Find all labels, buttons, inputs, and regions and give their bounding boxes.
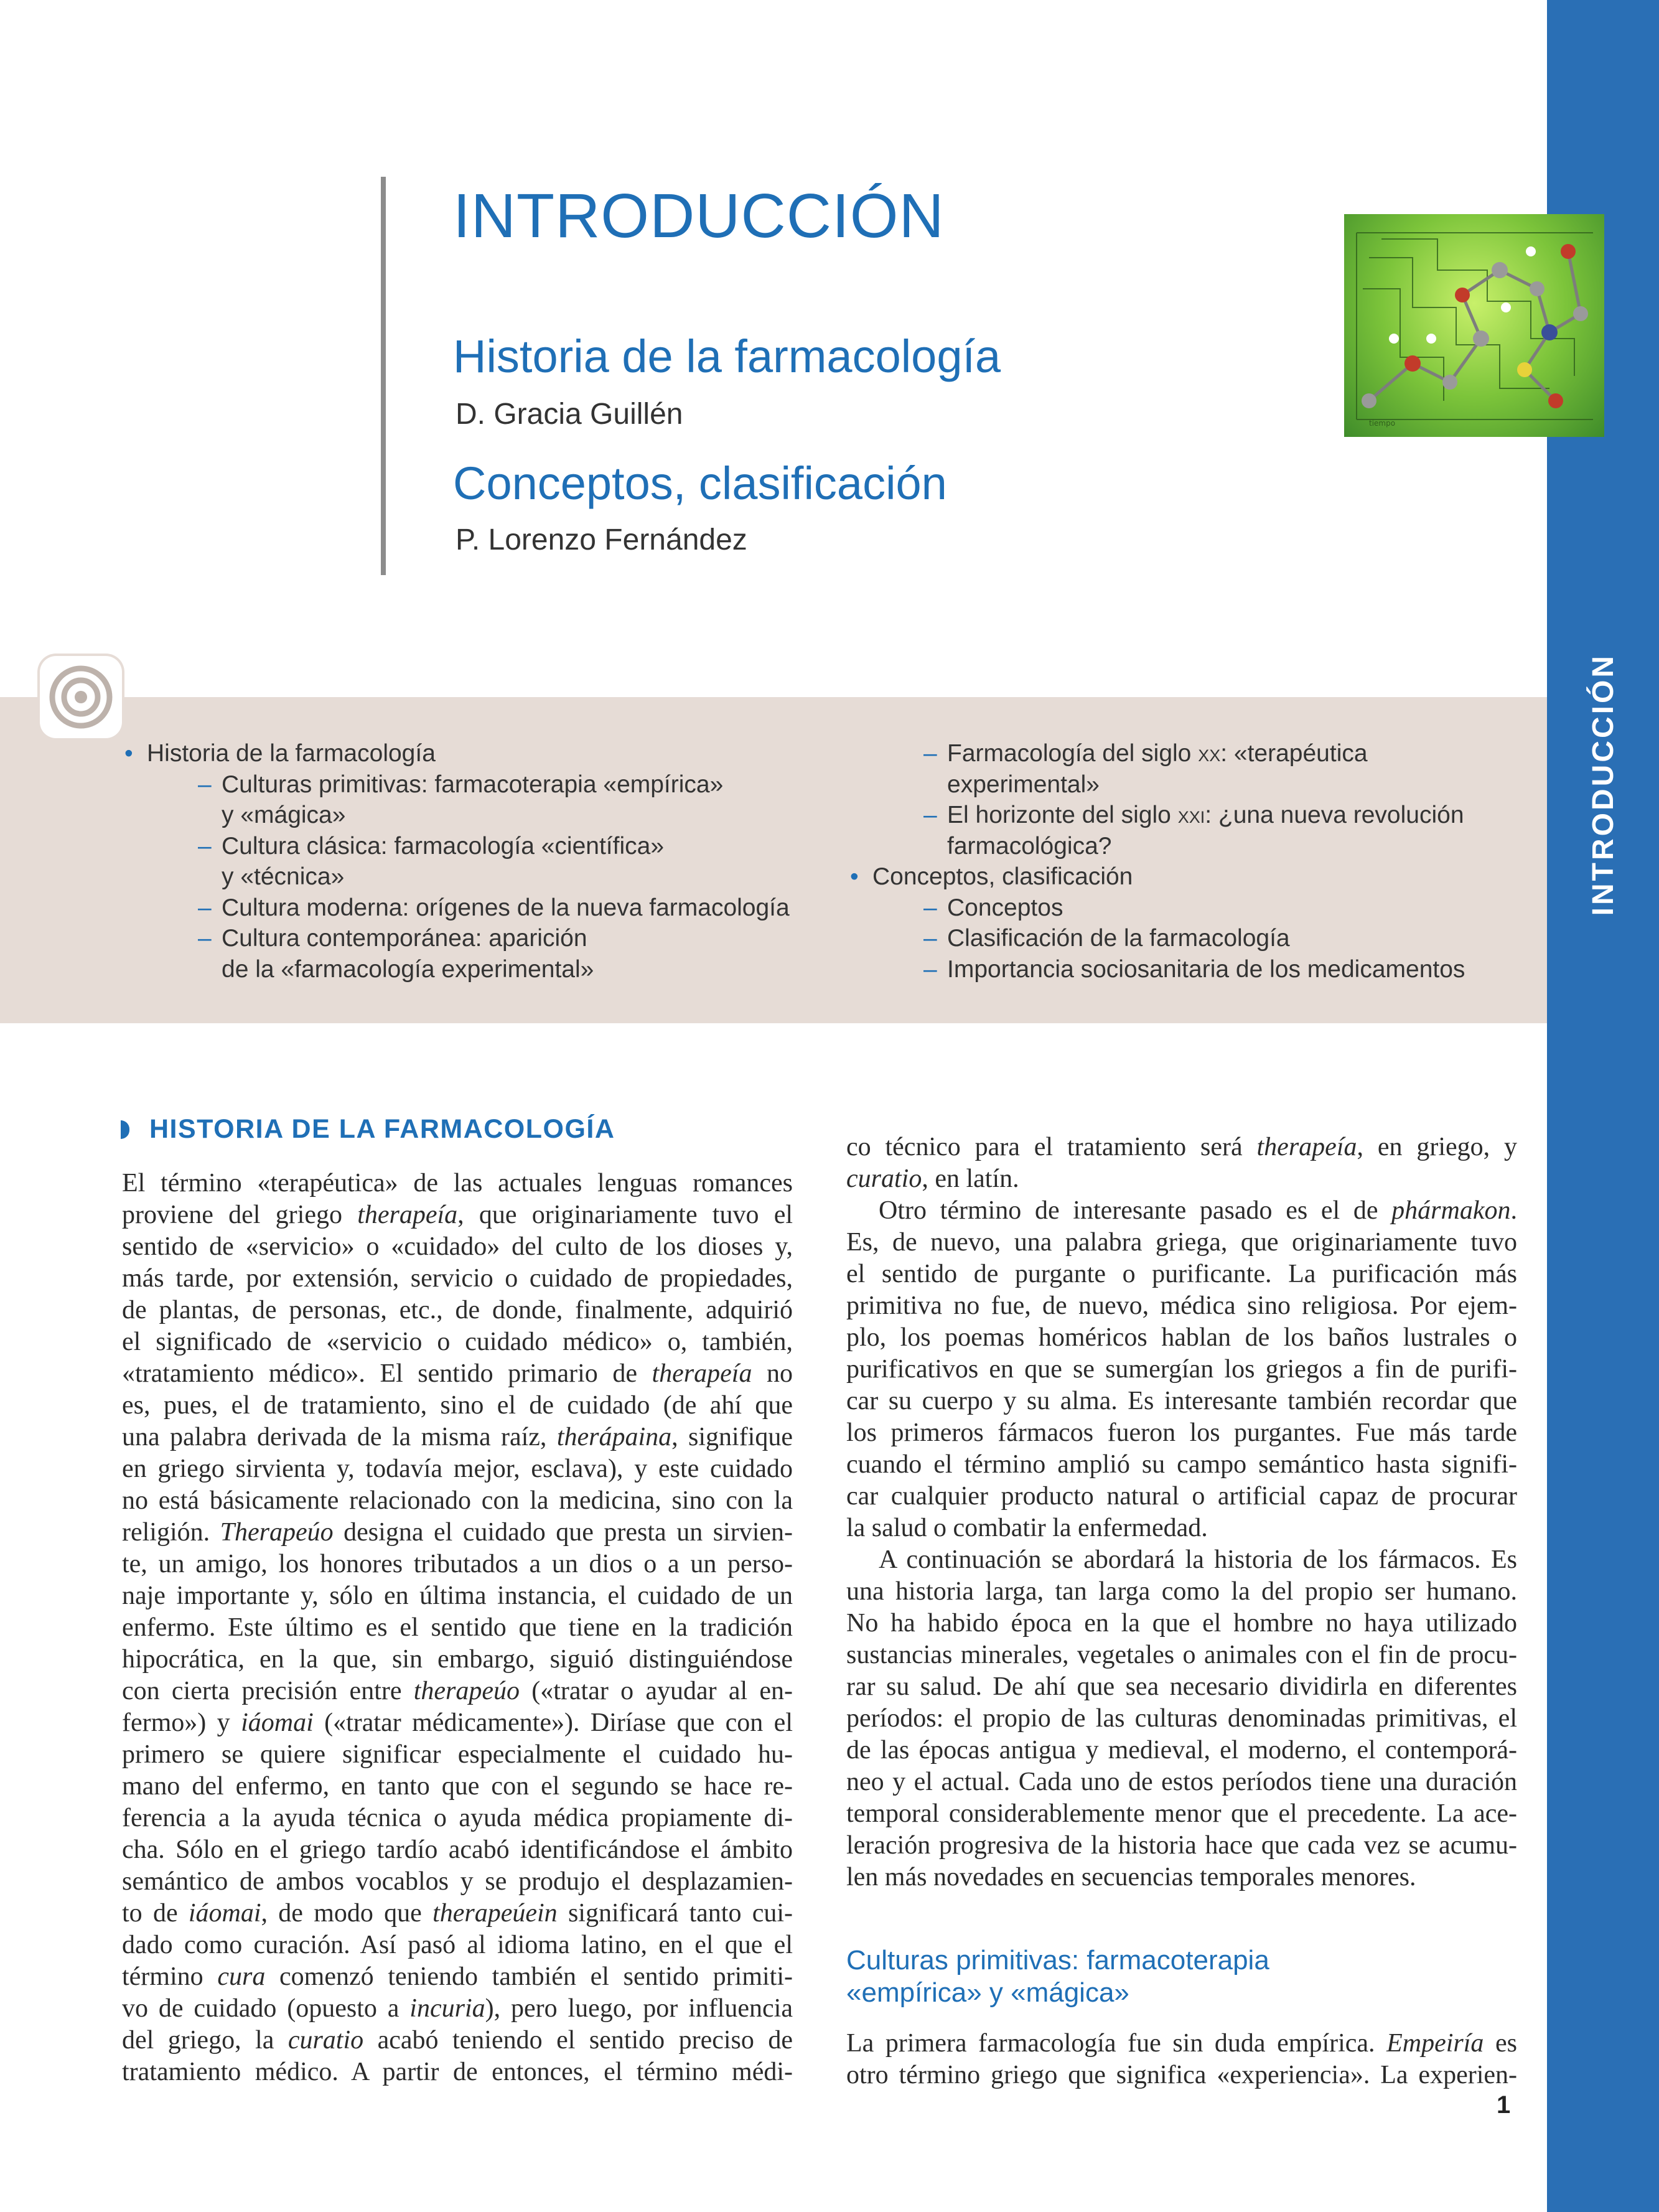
text-line: sustancias minerales, vegetales o animales con el fin de procu- <box>846 1641 1517 1669</box>
text-line: de las épocas antigua y medieval, el moderno, el contemporá- <box>846 1736 1517 1764</box>
text-line: curatio, en latín. <box>846 1165 1019 1193</box>
author-concepts: P. Lorenzo Fernández <box>456 523 747 556</box>
text-line: La primera farmacología fue sin duda empírica. Empeiría es <box>846 2029 1517 2058</box>
section-marker-icon <box>121 1120 129 1139</box>
text-line: no está básicamente relacionado con la medicina, sino con la <box>122 1486 793 1515</box>
page-number: 1 <box>1497 2091 1511 2119</box>
section-title-concepts: Conceptos, clasificación <box>453 457 947 509</box>
text-line: mano del enfermo, en tanto que con el segundo se hace re- <box>122 1772 793 1801</box>
body-left-column <box>122 1168 793 2088</box>
outline-subtopic: – Farmacología del siglo xx: «terapéutica <box>850 738 1465 769</box>
text-line: primero se quiere significar especialmente el cuidado hu- <box>122 1740 793 1769</box>
outline-topic: • Historia de la farmacología <box>124 738 790 769</box>
text-line: leración progresiva de la historia hace que cada vez se acumu- <box>846 1831 1517 1860</box>
text-line: cuando el término amplió su campo semántico hasta signifi- <box>846 1450 1517 1479</box>
outline-subtopic: experimental» <box>947 771 1100 798</box>
body-right-column-continued <box>846 2028 1517 2091</box>
outline-subtopic: y «técnica» <box>222 863 345 890</box>
dash-icon: – <box>923 802 937 828</box>
text-line: plo, los poemas homéricos hablan de los baños lustrales o <box>846 1323 1517 1352</box>
outline-left-column <box>124 738 790 985</box>
text-line: fermo») y iáomai («tratar médicamente»). Diríase que con el <box>122 1708 793 1737</box>
outline-subtopic: – Cultura clásica: farmacología «científica» <box>124 831 790 862</box>
outline-subtopic: de la «farmacología experimental» <box>222 955 594 983</box>
text-line: los primeros fármacos fueron los purgantes. Fue más tarde <box>846 1418 1517 1447</box>
text-line: el sentido de purgante o purificante. La purificación más <box>846 1260 1517 1288</box>
outline-subtopic: y «mágica» <box>222 802 346 828</box>
text-line: períodos: el propio de las culturas denominadas primitivas, el <box>846 1704 1517 1733</box>
outline-subtopic: – Importancia sociosanitaria de los medicamentos <box>850 954 1465 985</box>
subsection-heading: Culturas primitivas: farmacoterapia «empírica» y «mágica» <box>846 1945 1269 2008</box>
text-line: te, un amigo, los honores tributados a un dios o a un perso- <box>122 1550 793 1578</box>
outline-right-column <box>850 738 1465 985</box>
outline-topic: • Conceptos, clasificación <box>850 861 1465 893</box>
author-history: D. Gracia Guillén <box>456 398 683 431</box>
chart-axis-label: tiempo <box>1369 419 1396 428</box>
molecule-chart-image <box>1344 214 1604 437</box>
text-line: temporal considerablemente menor que el precedente. La ace- <box>846 1799 1517 1828</box>
text-line: el significado de «servicio o cuidado médico» o, también, <box>122 1328 793 1356</box>
target-icon <box>40 656 122 738</box>
bullet-icon: • <box>124 740 133 767</box>
outline-subtopic: – Clasificación de la farmacología <box>850 923 1465 954</box>
text-line: hipocrática, en la que, sin embargo, siguió distinguiéndose <box>122 1645 793 1674</box>
outline-subtopic: – Cultura contemporánea: aparición <box>124 923 790 954</box>
dash-icon: – <box>198 925 212 952</box>
text-line: una historia larga, tan larga como la del propio ser humano. <box>846 1577 1517 1606</box>
text-line: El término «terapéutica» de las actuales lenguas romances <box>122 1169 793 1197</box>
text-line: No ha habido época en la que el hombre no haya utilizado <box>846 1609 1517 1638</box>
text-line: semántico de ambos vocablos y se produjo el desplazamien- <box>122 1867 793 1896</box>
dash-icon: – <box>198 832 212 860</box>
text-line: de plantas, de personas, etc., de donde, finalmente, adquirió <box>122 1296 793 1324</box>
bullet-icon: • <box>850 863 859 890</box>
text-line: Otro término de interesante pasado es el de phármakon. <box>879 1196 1517 1225</box>
dash-icon: – <box>923 740 937 767</box>
text-line: dado como curación. Así pasó al idioma latino, en el que el <box>122 1931 793 1959</box>
text-line: religión. Therapeúo designa el cuidado que presta un sirvien- <box>122 1518 793 1547</box>
text-line: «tratamiento médico». El sentido primario de therapeía no <box>122 1359 793 1388</box>
outline-subtopic: – Conceptos <box>850 893 1465 924</box>
section-title-history: Historia de la farmacología <box>453 330 1001 382</box>
dash-icon: – <box>923 894 937 921</box>
text-line: primitiva no fue, de nuevo, médica sino religiosa. Por ejem- <box>846 1291 1517 1320</box>
text-line: purificativos en que se sumergían los griegos a fin de purifi- <box>846 1355 1517 1384</box>
text-line: la salud o combatir la enfermedad. <box>846 1514 1208 1542</box>
text-line: naje importante y, sólo en última instancia, el cuidado de un <box>122 1582 793 1610</box>
outline-subtopic: – Cultura moderna: orígenes de la nueva farmacología <box>124 893 790 924</box>
text-line: más tarde, por extensión, servicio o cuidado de propiedades, <box>122 1264 793 1293</box>
text-line: proviene del griego therapeía, que originariamente tuvo el <box>122 1201 793 1229</box>
text-line: cha. Sólo en el griego tardío acabó identificándose el ámbito <box>122 1835 793 1864</box>
text-line: to de iáomai, de modo que therapeúein significará tanto cui- <box>122 1899 793 1928</box>
outline-subtopic: farmacológica? <box>947 832 1112 860</box>
text-line: término cura comenzó teniendo también el sentido primiti- <box>122 1962 793 1991</box>
sidebar-chapter-label: INTRODUCCIÓN <box>1586 654 1620 916</box>
text-line: A continuación se abordará la historia de los fármacos. Es <box>879 1545 1517 1574</box>
dash-icon: – <box>923 955 937 983</box>
text-line: sentido de «servicio» o «cuidado» del culto de los dioses y, <box>122 1232 793 1261</box>
text-line: len más novedades en secuencias temporales menores. <box>846 1863 1416 1891</box>
body-right-column <box>846 1132 1517 1893</box>
text-line: enfermo. Este último es el sentido que tiene en la tradición <box>122 1613 793 1642</box>
text-line: co técnico para el tratamiento será therapeía, en griego, y <box>846 1133 1517 1161</box>
text-line: Es, de nuevo, una palabra griega, que originariamente tuvo <box>846 1228 1517 1257</box>
dash-icon: – <box>198 771 212 798</box>
text-line: car su cuerpo y su alma. Es interesante también recordar que <box>846 1387 1517 1415</box>
dash-icon: – <box>198 894 212 921</box>
text-line: vo de cuidado (opuesto a incuria), pero luego, por influencia <box>122 1994 793 2023</box>
text-line: una palabra derivada de la misma raíz, therápaina, signifique <box>122 1423 793 1451</box>
text-line: con cierta precisión entre therapeúo («tratar o ayudar al en- <box>122 1677 793 1705</box>
text-line: rar su salud. De ahí que sea necesario dividirla en diferentes <box>846 1672 1517 1701</box>
text-line: ferencia a la ayuda técnica o ayuda médica propiamente di- <box>122 1804 793 1832</box>
text-line: otro término griego que significa «experiencia». La experien- <box>846 2061 1517 2089</box>
text-line: neo y el actual. Cada uno de estos períodos tiene una duración <box>846 1768 1517 1796</box>
chapter-title: INTRODUCCIÓN <box>453 181 945 251</box>
text-line: es, pues, el de tratamiento, sino el de cuidado (de ahí que <box>122 1391 793 1420</box>
section-heading: HISTORIA DE LA FARMACOLOGÍA <box>121 1114 615 1145</box>
text-line: en griego sirvienta y, todavía mejor, esclava), y este cuidado <box>122 1455 793 1483</box>
text-line: car cualquier producto natural o artificial capaz de procurar <box>846 1482 1517 1511</box>
outline-subtopic: – El horizonte del siglo xxi: ¿una nueva revolución <box>850 800 1465 831</box>
title-rule <box>381 177 386 575</box>
text-line: tratamiento médico. A partir de entonces, el término médi- <box>122 2058 793 2086</box>
outline-subtopic: – Culturas primitivas: farmacoterapia «empírica» <box>124 769 790 800</box>
text-line: del griego, la curatio acabó teniendo el sentido preciso de <box>122 2026 793 2055</box>
dash-icon: – <box>923 925 937 952</box>
